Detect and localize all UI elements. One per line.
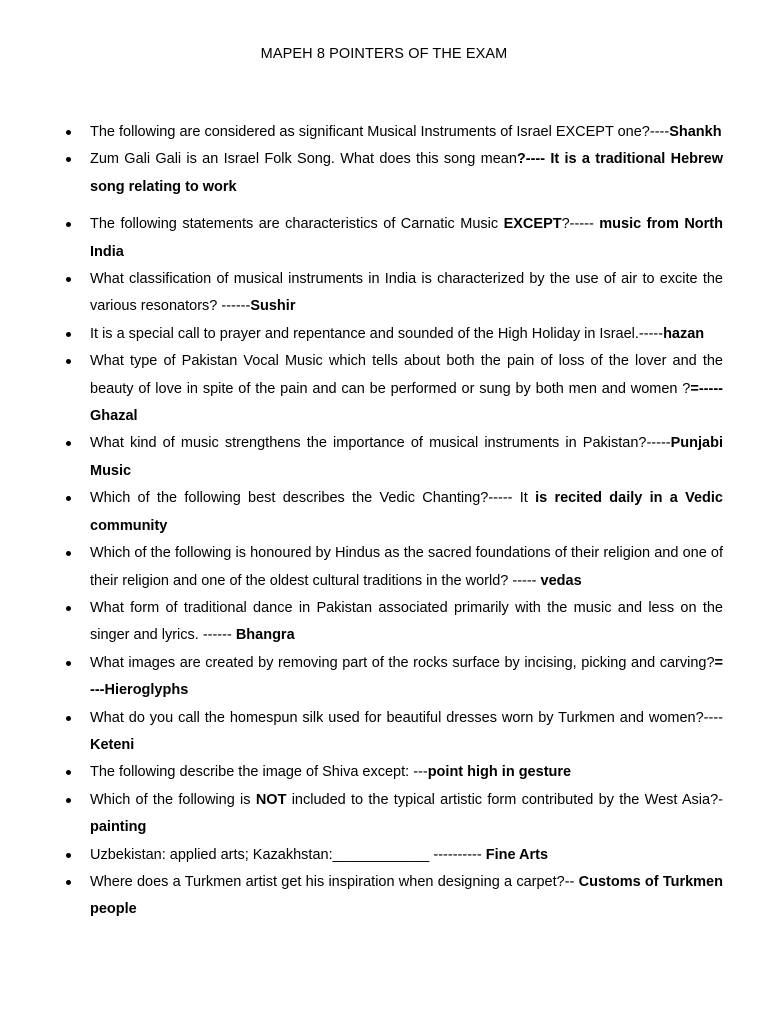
answer-text: Sushir	[250, 298, 296, 315]
list-item	[90, 540, 723, 595]
answer-text-cont: music from North India	[90, 216, 723, 260]
question-text: The following statements are characteristics of Carnatic Music	[90, 216, 504, 233]
bullet-icon	[66, 853, 71, 858]
question-text: The following are considered as significant Musical Instruments of Israel EXCEPT one?----	[90, 124, 670, 140]
list-item	[90, 348, 723, 430]
question-text-cont: included to the typical artistic form contributed by the West Asia?-	[286, 791, 723, 808]
bullet-icon	[66, 606, 71, 611]
list-item	[90, 119, 723, 146]
answer-text: Bhangra	[235, 627, 295, 644]
question-text: Zum Gali Gali is an Israel Folk Song. What does this song mean	[90, 151, 517, 168]
question-text: What type of Pakistan Vocal Music which tells about both the pain of loss of the lover and the beauty of love in spite of the pain and can be performed or sung by both men and women ?	[90, 353, 723, 397]
list-item	[90, 146, 723, 201]
answer-text: NOT	[255, 791, 287, 808]
bullet-icon	[66, 157, 71, 162]
document-title: MAPEH 8 POINTERS OF THE EXAM	[260, 46, 508, 62]
question-text: The following describe the image of Shiva except: ---	[90, 764, 428, 781]
question-text: Where does a Turkmen artist get his inspiration when designing a carpet?--	[90, 873, 579, 890]
answer-text: ?---- It is a traditional Hebrew song relating to work	[90, 151, 724, 195]
question-text: What form of traditional dance in Pakistan associated primarily with the music and less on the singer and lyrics. ------	[90, 599, 723, 644]
answer-text: is recited daily in a Vedic community	[90, 490, 723, 534]
question-text: What images are created by removing part of the rocks surface by incising, picking and carving?	[90, 654, 715, 671]
question-text: Which of the following is	[90, 791, 256, 808]
answer-text: Fine Arts	[485, 846, 549, 863]
answer-text: Customs of Turkmen people	[90, 873, 723, 918]
bullet-icon	[66, 798, 71, 803]
answer-text: Punjabi Music	[90, 435, 723, 479]
bullet-icon	[66, 277, 71, 282]
list-item	[90, 650, 723, 705]
list-item	[90, 266, 723, 321]
list-item	[90, 787, 723, 842]
answer-text: EXCEPT	[503, 216, 562, 233]
question-text: It is a special call to prayer and repentance and sounded of the High Holiday in Israel.-----	[90, 325, 664, 342]
question-text-cont: ?-----	[561, 216, 600, 233]
question-text: Uzbekistan: applied arts; Kazakhstan:____________ ----------	[90, 846, 486, 863]
bullet-icon	[66, 716, 71, 721]
answer-text: = ---Hieroglyphs	[90, 654, 723, 699]
list-item	[90, 321, 723, 348]
bullet-icon	[66, 332, 71, 337]
bullet-icon	[66, 441, 71, 446]
answer-text: =----- Ghazal	[90, 380, 723, 425]
bullet-icon	[66, 359, 71, 364]
bullet-icon	[66, 222, 71, 227]
bullet-icon	[66, 130, 71, 135]
list-item	[90, 595, 723, 650]
question-text: Which of the following is honoured by Hindus as the sacred foundations of their religion and one of their religion and one of the oldest cultural traditions in the world? -----	[90, 545, 723, 589]
list-item	[90, 759, 723, 786]
bullet-icon	[66, 880, 71, 885]
answer-text: Keteni	[90, 736, 135, 753]
list-item	[90, 485, 723, 540]
question-text: Which of the following best describes the Vedic Chanting?----- It	[90, 490, 536, 507]
answer-text: point high in gesture	[427, 764, 572, 781]
answer-text-cont: painting	[90, 819, 147, 836]
bullet-icon	[66, 551, 71, 556]
answer-text: Shankh	[669, 124, 722, 140]
list-item	[90, 705, 723, 760]
bullet-icon	[66, 770, 71, 775]
bullet-icon	[66, 661, 71, 666]
answer-text: vedas	[540, 572, 582, 589]
pointer-list	[90, 119, 723, 924]
list-item	[90, 211, 723, 266]
question-text: What do you call the homespun silk used for beautiful dresses worn by Turkmen and women?----	[90, 709, 723, 726]
answer-text: hazan	[663, 325, 705, 342]
question-text: What classification of musical instruments in India is characterized by the use of air to excite the various resonators? ------	[90, 271, 723, 315]
bullet-icon	[66, 496, 71, 501]
question-text: What kind of music strengthens the importance of musical instruments in Pakistan?-----	[90, 435, 671, 452]
list-item	[90, 430, 723, 485]
list-item	[90, 869, 723, 924]
list-item	[90, 842, 723, 869]
